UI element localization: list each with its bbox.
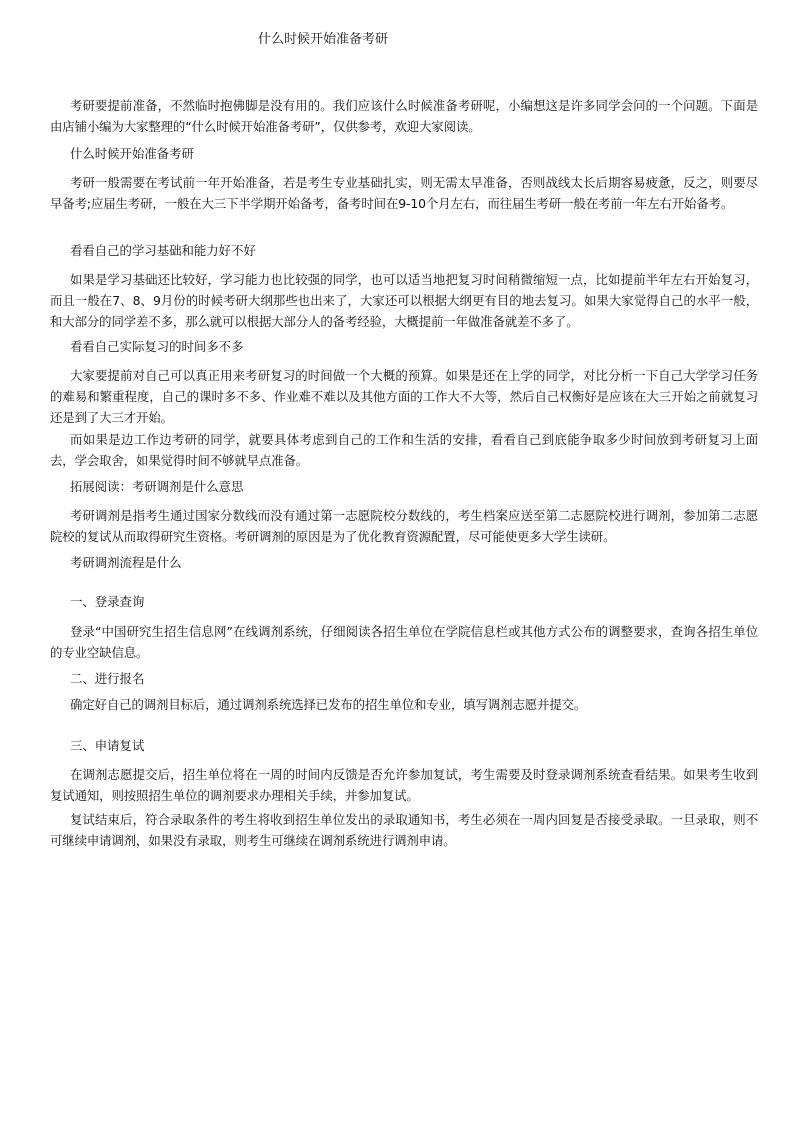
step-heading-register: 二、进行报名 bbox=[70, 671, 145, 686]
paragraph-review-time-2: 而如果是边工作边考研的同学，就要具体考虑到自己的工作和生活的安排，看看自己到底能争取多少时间放到考研复习上面去，学会取舍，如果觉得时间不够就早点准备。 bbox=[50, 432, 758, 468]
section-heading-review-time: 看看自己实际复习的时间多不多 bbox=[70, 339, 244, 354]
section-heading-extended-reading: 拓展阅读：考研调剂是什么意思 bbox=[70, 479, 244, 494]
paragraph-adjustment-meaning: 考研调剂是指考生通过国家分数线而没有通过第一志愿院校分数线的，考生档案应送至第二志愿院校进行调剂，参加第二志愿院校的复试从而取得研究生资格。考研调剂的原因是为了优化教育资源配置，尽可能使更多大学生读研。 bbox=[50, 508, 758, 544]
intro-paragraph: 考研要提前准备，不然临时抱佛脚是没有用的。我们应该什么时候准备考研呢，小编想这是许多同学会问的一个问题。下面是由店铺小编为大家整理的“什么时候开始准备考研”，仅供参考，欢迎大家阅读。 bbox=[50, 98, 758, 134]
step-heading-login-query: 一、登录查询 bbox=[70, 594, 145, 609]
section-heading-when-to-start: 什么时候开始准备考研 bbox=[70, 146, 194, 161]
paragraph-register: 确定好自己的调剂目标后，通过调剂系统选择已发布的招生单位和专业，填写调剂志愿并提交。 bbox=[70, 697, 587, 712]
paragraph-apply-retest-1: 在调剂志愿提交后，招生单位将在一周的时间内反馈是否允许参加复试，考生需要及时登录调剂系统查看结果。如果考生收到复试通知，则按照招生单位的调剂要求办理相关手续，并参加复试。 bbox=[50, 767, 758, 803]
paragraph-study-foundation: 如果是学习基础还比较好，学习能力也比较强的同学，也可以适当地把复习时间稍微缩短一点，比如提前半年左右开始复习，而且一般在7、8、9月份的时候考研大纲那些也出来了，大家还可以根据大纲更有目的地去复习。如果大家觉得自己的水平一般，和大部分的同学差不多，那么就可以根据大部分人的备考经验，大概提前一年做准备就差不多了。 bbox=[50, 272, 758, 329]
step-heading-apply-retest: 三、申请复试 bbox=[70, 738, 145, 753]
section-heading-study-foundation: 看看自己的学习基础和能力好不好 bbox=[70, 243, 256, 258]
paragraph-review-time-1: 大家要提前对自己可以真正用来考研复习的时间做一个大概的预算。如果是还在上学的同学，对比分析一下自己大学学习任务的难易和繁重程度，自己的课时多不多、作业难不难以及其他方面的工作大不大等，然后自己权衡好是应该在大三开始之前就复习还是到了大三才开始。 bbox=[50, 368, 758, 425]
paragraph-login-query: 登录“中国研究生招生信息网”在线调剂系统，仔细阅读各招生单位在学院信息栏或其他方式公布的调整要求，查询各招生单位的专业空缺信息。 bbox=[50, 624, 758, 660]
paragraph-when-to-start: 考研一般需要在考试前一年开始准备，若是考生专业基础扎实，则无需太早准备，否则战线太长后期容易疲惫，反之，则要尽早备考;应届生考研，一般在大三下半学期开始备考，备考时间在9-10个月左右，而往届生考研一般在考前一年左右开始备考。 bbox=[50, 175, 758, 211]
document-title: 什么时候开始准备考研 bbox=[258, 32, 389, 47]
paragraph-apply-retest-2: 复试结束后，符合录取条件的考生将收到招生单位发出的录取通知书，考生必须在一周内回复是否接受录取。一旦录取，则不可继续申请调剂，如果没有录取，则考生可继续在调剂系统进行调剂申请。 bbox=[50, 812, 758, 848]
process-heading: 考研调剂流程是什么 bbox=[70, 555, 182, 570]
